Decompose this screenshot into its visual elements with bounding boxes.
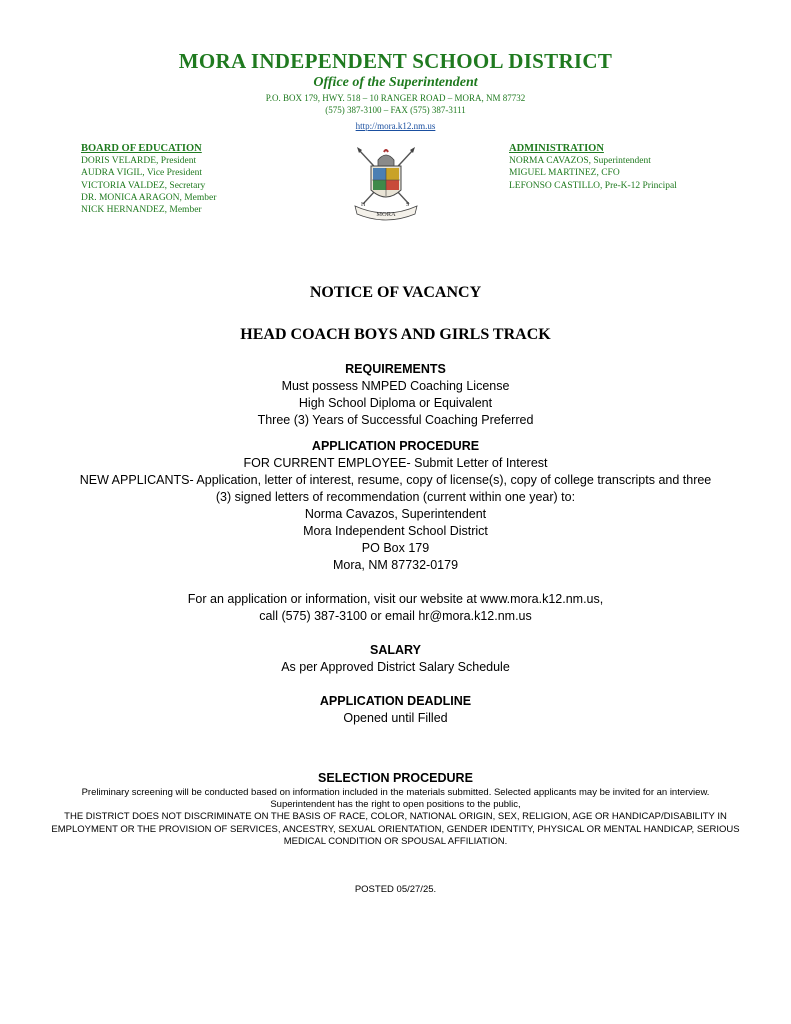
office-name: Office of the Superintendent [313,75,478,90]
administrator: NORMA CAVAZOS, Superintendent [509,156,651,166]
requirements-heading: REQUIREMENTS [345,362,446,376]
new-applicants-instructions-line1: NEW APPLICANTS- Application, letter of interest, resume, copy of license(s), copy of college transcripts and three [79,473,712,487]
posted-date: POSTED 05/27/25. [354,884,437,895]
board-title: BOARD OF EDUCATION [81,143,202,154]
district-name: MORA INDEPENDENT SCHOOL DISTRICT [178,49,613,73]
selection-procedure [40,770,751,848]
board-member: AUDRA VIGIL, Vice President [81,168,202,179]
deadline-heading: APPLICATION DEADLINE [319,694,472,708]
district-phone-fax: (575) 387-3100 – FAX (575) 387-3111 [325,105,466,115]
contact-info-line1: For an application or information, visit our website at www.mora.k12.nm.us, [187,592,604,606]
salary-heading: SALARY [370,643,421,657]
nondiscrimination-line: MEDICAL CONDITION OR SPOUSAL AFFILIATION. [283,835,508,847]
current-employee-instructions: FOR CURRENT EMPLOYEE- Submit Letter of Interest [243,456,548,470]
position-title: HEAD COACH BOYS AND GIRLS TRACK [240,326,551,343]
mail-to-line: Mora, NM 87732-0179 [332,558,459,572]
board-member: NICK HERNANDEZ, Member [81,205,202,216]
selection-heading: SELECTION PROCEDURE [318,771,473,785]
board-member: DORIS VELARDE, President [81,156,197,166]
requirement-item: High School Diploma or Equivalent [298,396,493,410]
mail-to-line: PO Box 179 [361,541,430,555]
crest-letter-left: H [361,202,366,208]
school-crest-logo [351,146,421,222]
administration [509,142,677,192]
notice-header [0,283,791,345]
board-of-education [81,142,216,216]
selection-line: Preliminary screening will be conducted based on information included in the materials submitted. Selected applicants may be invited for an interview. [81,787,710,798]
new-applicants-instructions-line2: (3) signed letters of recommendation (current within one year) to: [215,490,576,504]
administration-title: ADMINISTRATION [509,143,604,154]
selection-line: Superintendent has the right to open positions to the public, [270,799,521,811]
letterhead [0,48,791,134]
mail-to-line: Norma Cavazos, Superintendent [304,507,487,521]
requirement-item: Three (3) Years of Successful Coaching Preferred [257,413,534,427]
crest-letter-right: S [406,202,410,208]
board-member: VICTORIA VALDEZ, Secretary [81,180,206,191]
application-heading: APPLICATION PROCEDURE [311,439,480,453]
contact-info-line2: call (575) 387-3100 or email hr@mora.k12.nm.us [259,609,532,623]
administrator: LEFONSO CASTILLO, Pre-K-12 Principal [509,180,677,191]
administrator: MIGUEL MARTINEZ, CFO [509,168,620,179]
salary-text: As per Approved District Salary Schedule [281,660,510,674]
board-member: DR. MONICA ARAGON, Member [81,192,217,203]
mail-to-line: Mora Independent School District [303,524,488,538]
nondiscrimination-line: EMPLOYMENT OR THE PROVISION OF SERVICES, ANCESTRY, SEXUAL ORIENTATION, GENDER IDENTITY, PHYSICAL OR MENTAL HANDICAP, SERIOUS [51,823,740,835]
notice-title: NOTICE OF VACANCY [309,284,482,301]
notice-body [40,361,751,727]
district-website-link[interactable]: http://mora.k12.nm.us [355,121,436,131]
nondiscrimination-line: THE DISTRICT DOES NOT DISCRIMINATE ON THE BASIS OF RACE, COLOR, NATIONAL ORIGIN, SEX, RELIGION, AGE OR HANDICAP/DISABILITY IN [64,811,727,823]
deadline-text: Opened until Filled [343,711,448,725]
district-address: P.O. BOX 179, HWY. 518 – 10 RANGER ROAD – MORA, NM 87732 [265,93,526,103]
requirement-item: Must possess NMPED Coaching License [281,379,510,393]
crest-banner-text: MORA [376,211,396,218]
